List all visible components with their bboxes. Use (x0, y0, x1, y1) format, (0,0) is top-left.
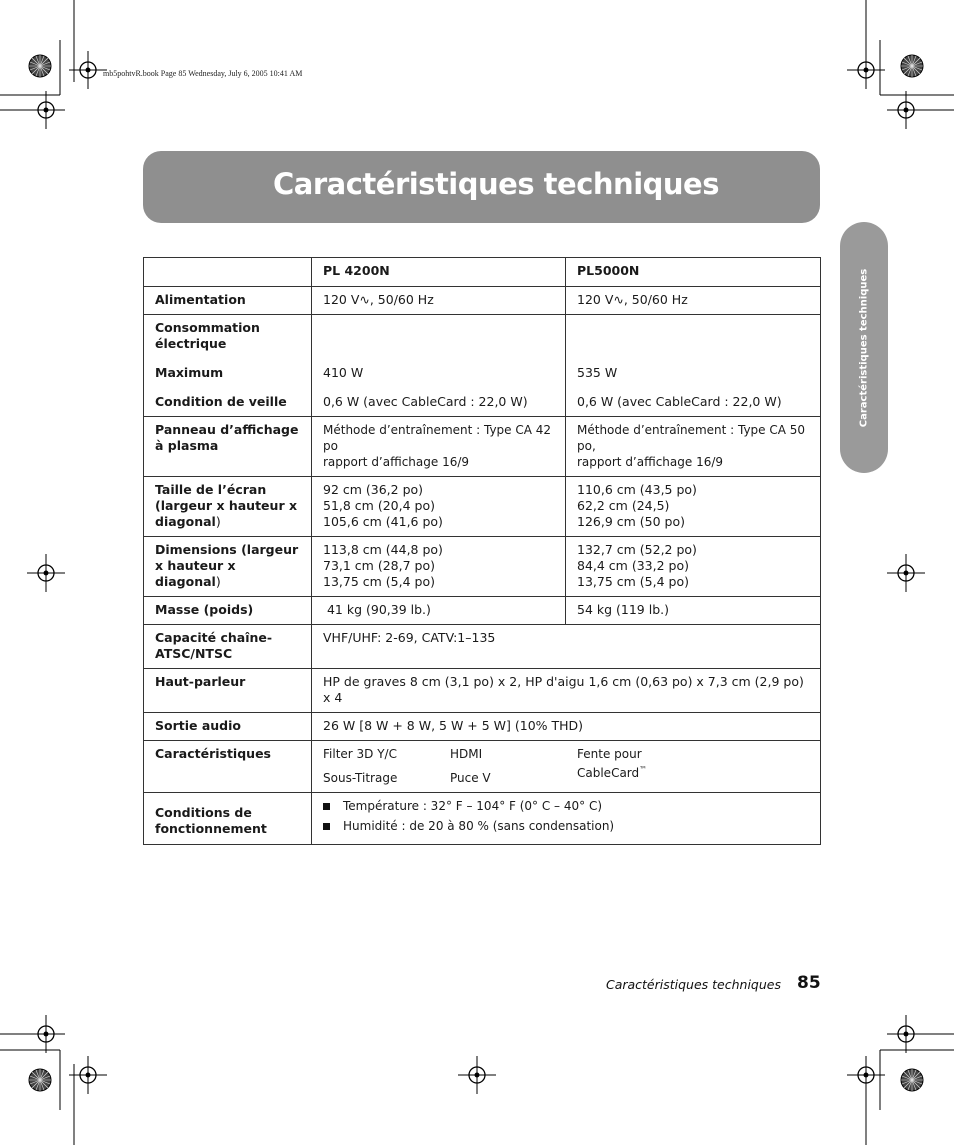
cell-panel-pl5000: Méthode d’entraînement : Type CA 50 po, rapport d’affichage 16/9 (566, 417, 821, 477)
table-header-empty (144, 258, 312, 287)
cell-power-pl5000: 120 V∿, 50/60 Hz (566, 287, 821, 315)
cell-power-pl4200: 120 V∿, 50/60 Hz (312, 287, 566, 315)
page-number: 85 (797, 973, 821, 993)
table-row (144, 477, 821, 537)
side-tab (840, 222, 888, 473)
cell-features (312, 741, 821, 793)
feature-item: Filter 3D Y/C (323, 747, 397, 761)
table-row (144, 713, 821, 741)
table-row (144, 597, 821, 625)
feature-item: Sous-Titrage (323, 771, 398, 785)
row-label-operating: Conditions de fonctionnement (144, 793, 312, 845)
table-row (144, 669, 821, 713)
cell-operating (312, 793, 821, 845)
table-header-row (144, 258, 821, 287)
cell-screen-size-pl5000: 110,6 cm (43,5 po) 62,2 cm (24,5) 126,9 cm (50 po) (566, 477, 821, 537)
row-label-power: Alimentation (144, 287, 312, 315)
row-label-channels: Capacité chaîne-ATSC/NTSC (144, 625, 312, 669)
table-row (144, 625, 821, 669)
cell-weight-pl4200: 41 kg (90,39 lb.) (312, 597, 566, 625)
cell-panel-pl4200: Méthode d’entraînement : Type CA 42 po rapport d’affichage 16/9 (312, 417, 566, 477)
row-label-panel: Panneau d’affichage à plasma (144, 417, 312, 477)
star-target-top-right (901, 55, 923, 77)
cell-dimensions-pl5000: 132,7 cm (52,2 po) 84,4 cm (33,2 po) 13,75 cm (5,4 po) (566, 537, 821, 597)
bullet-icon (323, 803, 330, 810)
print-info: mb5pohtvR.book Page 85 Wednesday, July 6, 2005 10:41 AM (103, 69, 303, 78)
cell-audio-out: 26 W [8 W + 8 W, 5 W + 5 W] (10% THD) (312, 713, 821, 741)
page-header-banner (143, 151, 820, 223)
spec-table (143, 257, 821, 845)
star-target-bottom-right (901, 1069, 923, 1091)
cell-channels: VHF/UHF: 2-69, CATV:1–135 (312, 625, 821, 669)
table-row (144, 417, 821, 477)
row-label-screen-size: Taille de l’écran (largeur x hauteur x diagonal) (144, 477, 312, 537)
feature-item: Fente pour CableCard™ (577, 747, 648, 780)
row-label-dimensions: Dimensions (largeur x hauteur x diagonal) (144, 537, 312, 597)
table-row (144, 537, 821, 597)
table-row (144, 287, 821, 315)
cell-dimensions-pl4200: 113,8 cm (44,8 po) 73,1 cm (28,7 po) 13,75 cm (5,4 po) (312, 537, 566, 597)
cell-weight-pl5000: 54 kg (119 lb.) (566, 597, 821, 625)
row-label-speaker: Haut-parleur (144, 669, 312, 713)
cell-consumption-pl5000: 535 W 0,6 W (avec CableCard : 22,0 W) (566, 315, 821, 417)
cell-consumption-pl4200: 410 W 0,6 W (avec CableCard : 22,0 W) (312, 315, 566, 417)
table-row (144, 315, 821, 417)
table-row (144, 793, 821, 845)
cell-speaker: HP de graves 8 cm (3,1 po) x 2, HP d'aigu 1,6 cm (0,63 po) x 7,3 cm (2,9 po) x 4 (312, 669, 821, 713)
row-label-audio-out: Sortie audio (144, 713, 312, 741)
bullet-item: Humidité : de 20 à 80 % (sans condensation) (323, 818, 812, 834)
row-label-weight: Masse (poids) (144, 597, 312, 625)
column-header-pl5000: PL5000N (566, 258, 821, 287)
page-title: Caractéristiques techniques (273, 167, 719, 201)
side-tab-label: Caractéristiques techniques (858, 268, 870, 427)
feature-item: Puce V (450, 771, 491, 785)
star-target-top-left (29, 55, 51, 77)
feature-item: HDMI (450, 747, 483, 761)
footer-section-title: Caractéristiques techniques (605, 977, 781, 992)
table-row (144, 741, 821, 793)
row-label-consumption: Consommation électrique Maximum Condition de veille (144, 315, 312, 417)
bullet-icon (323, 823, 330, 830)
column-header-pl4200: PL 4200N (312, 258, 566, 287)
row-label-features: Caractéristiques (144, 741, 312, 793)
cell-screen-size-pl4200: 92 cm (36,2 po) 51,8 cm (20,4 po) 105,6 cm (41,6 po) (312, 477, 566, 537)
star-target-bottom-left (29, 1069, 51, 1091)
bullet-item: Température : 32° F – 104° F (0° C – 40° C) (323, 798, 812, 814)
